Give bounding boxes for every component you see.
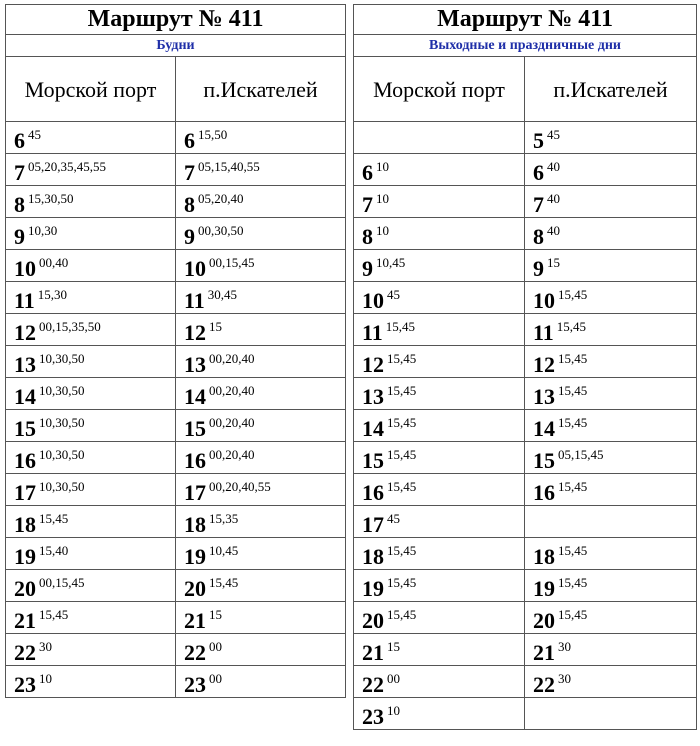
hour: 12 bbox=[14, 320, 36, 345]
weekday-rows bbox=[6, 122, 346, 698]
minutes: 15,45 bbox=[387, 479, 417, 494]
departure-cell-p-iskateley bbox=[525, 154, 697, 186]
hour: 11 bbox=[14, 288, 35, 313]
departure-cell-p-iskateley bbox=[525, 506, 697, 538]
departure-cell-p-iskateley bbox=[525, 410, 697, 442]
departure-cell-morskoy-port bbox=[354, 186, 525, 218]
minutes: 05,15,40,55 bbox=[198, 159, 260, 174]
departure-cell-p-iskateley bbox=[176, 314, 346, 346]
hour: 14 bbox=[362, 416, 384, 441]
hour: 21 bbox=[14, 608, 36, 633]
minutes: 10,30,50 bbox=[39, 383, 85, 398]
hour: 23 bbox=[184, 672, 206, 697]
minutes: 45 bbox=[387, 511, 400, 526]
minutes: 00,20,40 bbox=[209, 415, 255, 430]
timetable-row bbox=[6, 410, 346, 442]
minutes: 15,45 bbox=[558, 383, 588, 398]
minutes: 30 bbox=[39, 639, 52, 654]
minutes: 10,30 bbox=[28, 223, 58, 238]
departure-cell-p-iskateley bbox=[176, 122, 346, 154]
minutes: 15,40 bbox=[39, 543, 69, 558]
column-header-p-iskateley: п.Искателей bbox=[525, 57, 697, 122]
minutes: 40 bbox=[547, 159, 560, 174]
minutes: 15,45 bbox=[209, 575, 239, 590]
departure-cell-p-iskateley bbox=[525, 538, 697, 570]
weekend-subtitle: Выходные и праздничные дни bbox=[354, 35, 697, 57]
timetable-row bbox=[6, 634, 346, 666]
hour: 15 bbox=[362, 448, 384, 473]
departure-cell-morskoy-port bbox=[354, 538, 525, 570]
hour: 7 bbox=[533, 192, 544, 217]
hour: 8 bbox=[533, 224, 544, 249]
hour: 19 bbox=[533, 576, 555, 601]
timetable-row bbox=[354, 282, 697, 314]
timetable-row bbox=[354, 698, 697, 730]
minutes: 15,50 bbox=[198, 127, 228, 142]
departure-cell-p-iskateley bbox=[525, 570, 697, 602]
minutes: 10,30,50 bbox=[39, 351, 85, 366]
minutes: 00,15,45 bbox=[39, 575, 85, 590]
minutes: 10,45 bbox=[209, 543, 239, 558]
minutes: 15 bbox=[387, 639, 400, 654]
hour: 9 bbox=[184, 224, 195, 249]
hour: 11 bbox=[184, 288, 205, 313]
minutes: 30 bbox=[558, 671, 571, 686]
hour: 8 bbox=[362, 224, 373, 249]
hour: 18 bbox=[533, 544, 555, 569]
minutes: 15,30,50 bbox=[28, 191, 74, 206]
minutes: 15,45 bbox=[387, 607, 417, 622]
minutes: 15 bbox=[547, 255, 560, 270]
hour: 22 bbox=[14, 640, 36, 665]
timetable-row bbox=[6, 474, 346, 506]
hour: 6 bbox=[533, 160, 544, 185]
hour: 10 bbox=[533, 288, 555, 313]
timetable-row bbox=[354, 442, 697, 474]
timetable-row bbox=[354, 474, 697, 506]
departure-cell-p-iskateley bbox=[176, 538, 346, 570]
departure-cell-morskoy-port bbox=[354, 474, 525, 506]
weekend-title: Маршрут № 411 bbox=[354, 5, 697, 35]
hour: 9 bbox=[362, 256, 373, 281]
hour: 8 bbox=[14, 192, 25, 217]
minutes: 15,45 bbox=[558, 351, 588, 366]
minutes: 15,45 bbox=[558, 575, 588, 590]
hour: 5 bbox=[533, 128, 544, 153]
minutes: 00 bbox=[387, 671, 400, 686]
minutes: 15,45 bbox=[387, 383, 417, 398]
minutes: 15,45 bbox=[558, 287, 588, 302]
hour: 10 bbox=[14, 256, 36, 281]
hour: 22 bbox=[184, 640, 206, 665]
minutes: 00,15,35,50 bbox=[39, 319, 101, 334]
minutes: 15,45 bbox=[387, 543, 417, 558]
timetable-row bbox=[354, 186, 697, 218]
timetable-row bbox=[6, 218, 346, 250]
timetable-row bbox=[6, 314, 346, 346]
minutes: 05,20,40 bbox=[198, 191, 244, 206]
departure-cell-morskoy-port bbox=[354, 698, 525, 730]
minutes: 10 bbox=[387, 703, 400, 718]
departure-cell-morskoy-port bbox=[6, 538, 176, 570]
hour: 23 bbox=[14, 672, 36, 697]
timetable-row bbox=[354, 346, 697, 378]
hour: 17 bbox=[362, 512, 384, 537]
hour: 9 bbox=[533, 256, 544, 281]
departure-cell-p-iskateley bbox=[176, 474, 346, 506]
column-header-morskoy-port: Морской порт bbox=[354, 57, 525, 122]
timetable-row bbox=[354, 378, 697, 410]
minutes: 00,20,40,55 bbox=[209, 479, 271, 494]
hour: 22 bbox=[362, 672, 384, 697]
timetable-row bbox=[6, 538, 346, 570]
hour: 15 bbox=[14, 416, 36, 441]
timetable-row bbox=[6, 378, 346, 410]
hour: 16 bbox=[14, 448, 36, 473]
minutes: 00,30,50 bbox=[198, 223, 244, 238]
hour: 16 bbox=[533, 480, 555, 505]
departure-cell-p-iskateley bbox=[525, 346, 697, 378]
departure-cell-p-iskateley bbox=[525, 314, 697, 346]
timetable-row bbox=[354, 154, 697, 186]
departure-cell-morskoy-port bbox=[6, 218, 176, 250]
departure-cell-morskoy-port bbox=[6, 666, 176, 698]
minutes: 10,30,50 bbox=[39, 415, 85, 430]
departure-cell-morskoy-port bbox=[6, 602, 176, 634]
timetable-row bbox=[354, 570, 697, 602]
hour: 6 bbox=[14, 128, 25, 153]
minutes: 10,45 bbox=[376, 255, 406, 270]
timetable-row bbox=[354, 122, 697, 154]
departure-cell-morskoy-port bbox=[6, 282, 176, 314]
departure-cell-morskoy-port bbox=[6, 250, 176, 282]
hour: 19 bbox=[184, 544, 206, 569]
hour: 10 bbox=[362, 288, 384, 313]
minutes: 15,30 bbox=[37, 287, 68, 302]
hour: 18 bbox=[14, 512, 36, 537]
timetable-row bbox=[6, 506, 346, 538]
hour: 14 bbox=[184, 384, 206, 409]
departure-cell-p-iskateley bbox=[176, 506, 346, 538]
minutes: 15,45 bbox=[39, 511, 69, 526]
minutes: 00,20,40 bbox=[209, 383, 255, 398]
hour: 20 bbox=[533, 608, 555, 633]
minutes: 00,15,45 bbox=[209, 255, 255, 270]
minutes: 40 bbox=[547, 223, 560, 238]
departure-cell-p-iskateley bbox=[176, 410, 346, 442]
hour: 6 bbox=[362, 160, 373, 185]
departure-cell-morskoy-port bbox=[6, 122, 176, 154]
timetable-row bbox=[354, 634, 697, 666]
timetable-row bbox=[354, 250, 697, 282]
hour: 12 bbox=[362, 352, 384, 377]
hour: 15 bbox=[533, 448, 555, 473]
minutes: 10,30,50 bbox=[39, 447, 85, 462]
departure-cell-morskoy-port bbox=[6, 634, 176, 666]
minutes: 10 bbox=[376, 223, 389, 238]
hour: 6 bbox=[184, 128, 195, 153]
hour: 17 bbox=[14, 480, 36, 505]
timetable-row bbox=[6, 602, 346, 634]
hour: 7 bbox=[362, 192, 373, 217]
timetable-row bbox=[6, 122, 346, 154]
timetable-row bbox=[6, 442, 346, 474]
departure-cell-p-iskateley bbox=[176, 634, 346, 666]
timetable-row bbox=[354, 218, 697, 250]
column-header-p-iskateley: п.Искателей bbox=[176, 57, 346, 122]
hour: 13 bbox=[184, 352, 206, 377]
minutes: 30,45 bbox=[207, 287, 238, 302]
minutes: 15,45 bbox=[558, 607, 588, 622]
hour: 17 bbox=[184, 480, 206, 505]
minutes: 10 bbox=[39, 671, 52, 686]
minutes: 15,45 bbox=[39, 607, 69, 622]
minutes: 15,45 bbox=[387, 575, 417, 590]
departure-cell-morskoy-port bbox=[6, 314, 176, 346]
departure-cell-morskoy-port bbox=[6, 442, 176, 474]
departure-cell-p-iskateley bbox=[176, 250, 346, 282]
hour: 7 bbox=[14, 160, 25, 185]
departure-cell-p-iskateley bbox=[525, 378, 697, 410]
hour: 7 bbox=[184, 160, 195, 185]
minutes: 10,30,50 bbox=[39, 479, 85, 494]
timetable-row bbox=[354, 314, 697, 346]
departure-cell-p-iskateley bbox=[176, 570, 346, 602]
hour: 8 bbox=[184, 192, 195, 217]
minutes: 05,15,45 bbox=[558, 447, 604, 462]
hour: 21 bbox=[362, 640, 384, 665]
departure-cell-p-iskateley bbox=[525, 186, 697, 218]
departure-cell-morskoy-port bbox=[6, 378, 176, 410]
hour: 20 bbox=[184, 576, 206, 601]
departure-cell-morskoy-port bbox=[354, 410, 525, 442]
minutes: 00,20,40 bbox=[209, 447, 255, 462]
hour: 20 bbox=[362, 608, 384, 633]
weekend-timetable bbox=[353, 4, 697, 730]
departure-cell-p-iskateley bbox=[176, 218, 346, 250]
departure-cell-morskoy-port bbox=[354, 634, 525, 666]
minutes: 15,45 bbox=[387, 447, 417, 462]
departure-cell-morskoy-port bbox=[354, 282, 525, 314]
departure-cell-p-iskateley bbox=[176, 378, 346, 410]
departure-cell-morskoy-port bbox=[354, 442, 525, 474]
departure-cell-p-iskateley bbox=[525, 122, 697, 154]
timetable-row bbox=[354, 538, 697, 570]
hour: 15 bbox=[184, 416, 206, 441]
hour: 12 bbox=[184, 320, 206, 345]
hour: 9 bbox=[14, 224, 25, 249]
minutes: 45 bbox=[28, 127, 41, 142]
timetable-row bbox=[6, 250, 346, 282]
hour: 11 bbox=[533, 320, 554, 345]
minutes: 15,45 bbox=[558, 415, 588, 430]
timetable-row bbox=[354, 506, 697, 538]
departure-cell-morskoy-port bbox=[6, 154, 176, 186]
minutes: 10 bbox=[376, 159, 389, 174]
hour: 23 bbox=[362, 704, 384, 729]
minutes: 15,45 bbox=[558, 479, 588, 494]
departure-cell-p-iskateley bbox=[525, 634, 697, 666]
departure-cell-morskoy-port bbox=[354, 122, 525, 154]
hour: 13 bbox=[362, 384, 384, 409]
minutes: 15 bbox=[209, 319, 222, 334]
departure-cell-p-iskateley bbox=[176, 186, 346, 218]
minutes: 45 bbox=[387, 287, 400, 302]
weekday-title: Маршрут № 411 bbox=[6, 5, 346, 35]
departure-cell-morskoy-port bbox=[354, 570, 525, 602]
departure-cell-morskoy-port bbox=[354, 602, 525, 634]
minutes: 15,45 bbox=[385, 319, 416, 334]
departure-cell-p-iskateley bbox=[525, 474, 697, 506]
timetable-row bbox=[354, 666, 697, 698]
departure-cell-morskoy-port bbox=[354, 378, 525, 410]
minutes: 15,45 bbox=[556, 319, 587, 334]
departure-cell-p-iskateley bbox=[176, 602, 346, 634]
hour: 16 bbox=[362, 480, 384, 505]
departure-cell-p-iskateley bbox=[176, 442, 346, 474]
departure-cell-morskoy-port bbox=[354, 218, 525, 250]
departure-cell-p-iskateley bbox=[176, 666, 346, 698]
hour: 18 bbox=[362, 544, 384, 569]
timetable-row bbox=[354, 602, 697, 634]
timetable-row bbox=[354, 410, 697, 442]
timetable-row bbox=[6, 666, 346, 698]
departure-cell-p-iskateley bbox=[176, 282, 346, 314]
departure-cell-p-iskateley bbox=[525, 442, 697, 474]
timetable-row bbox=[6, 346, 346, 378]
minutes: 15,45 bbox=[387, 415, 417, 430]
column-header-morskoy-port: Морской порт bbox=[6, 57, 176, 122]
hour: 10 bbox=[184, 256, 206, 281]
hour: 18 bbox=[184, 512, 206, 537]
departure-cell-morskoy-port bbox=[6, 410, 176, 442]
departure-cell-p-iskateley bbox=[525, 666, 697, 698]
weekend-rows bbox=[354, 122, 697, 730]
hour: 13 bbox=[14, 352, 36, 377]
departure-cell-morskoy-port bbox=[354, 666, 525, 698]
hour: 13 bbox=[533, 384, 555, 409]
departure-cell-morskoy-port bbox=[6, 186, 176, 218]
hour: 21 bbox=[184, 608, 206, 633]
departure-cell-morskoy-port bbox=[354, 346, 525, 378]
departure-cell-p-iskateley bbox=[525, 602, 697, 634]
departure-cell-morskoy-port bbox=[6, 346, 176, 378]
minutes: 45 bbox=[547, 127, 560, 142]
hour: 21 bbox=[533, 640, 555, 665]
hour: 12 bbox=[533, 352, 555, 377]
hour: 14 bbox=[533, 416, 555, 441]
hour: 19 bbox=[14, 544, 36, 569]
minutes: 00 bbox=[209, 639, 222, 654]
departure-cell-morskoy-port bbox=[6, 506, 176, 538]
hour: 22 bbox=[533, 672, 555, 697]
departure-cell-morskoy-port bbox=[6, 474, 176, 506]
minutes: 00 bbox=[209, 671, 222, 686]
minutes: 15 bbox=[209, 607, 222, 622]
departure-cell-morskoy-port bbox=[6, 570, 176, 602]
departure-cell-p-iskateley bbox=[525, 698, 697, 730]
minutes: 00,40 bbox=[39, 255, 69, 270]
minutes: 15,45 bbox=[387, 351, 417, 366]
departure-cell-p-iskateley bbox=[176, 154, 346, 186]
hour: 14 bbox=[14, 384, 36, 409]
minutes: 00,20,40 bbox=[209, 351, 255, 366]
departure-cell-p-iskateley bbox=[525, 282, 697, 314]
departure-cell-p-iskateley bbox=[525, 218, 697, 250]
minutes: 15,45 bbox=[558, 543, 588, 558]
hour: 16 bbox=[184, 448, 206, 473]
minutes: 10 bbox=[376, 191, 389, 206]
departure-cell-p-iskateley bbox=[176, 346, 346, 378]
minutes: 30 bbox=[558, 639, 571, 654]
timetable-row bbox=[6, 186, 346, 218]
timetable-row bbox=[6, 570, 346, 602]
departure-cell-morskoy-port bbox=[354, 506, 525, 538]
departure-cell-morskoy-port bbox=[354, 154, 525, 186]
hour: 20 bbox=[14, 576, 36, 601]
minutes: 15,35 bbox=[209, 511, 239, 526]
hour: 11 bbox=[362, 320, 383, 345]
departure-cell-morskoy-port bbox=[354, 250, 525, 282]
timetable-row bbox=[6, 282, 346, 314]
departure-cell-p-iskateley bbox=[525, 250, 697, 282]
weekday-subtitle: Будни bbox=[6, 35, 346, 57]
minutes: 40 bbox=[547, 191, 560, 206]
departure-cell-morskoy-port bbox=[354, 314, 525, 346]
weekday-timetable bbox=[5, 4, 346, 698]
timetable-row bbox=[6, 154, 346, 186]
hour: 19 bbox=[362, 576, 384, 601]
minutes: 05,20,35,45,55 bbox=[28, 159, 106, 174]
